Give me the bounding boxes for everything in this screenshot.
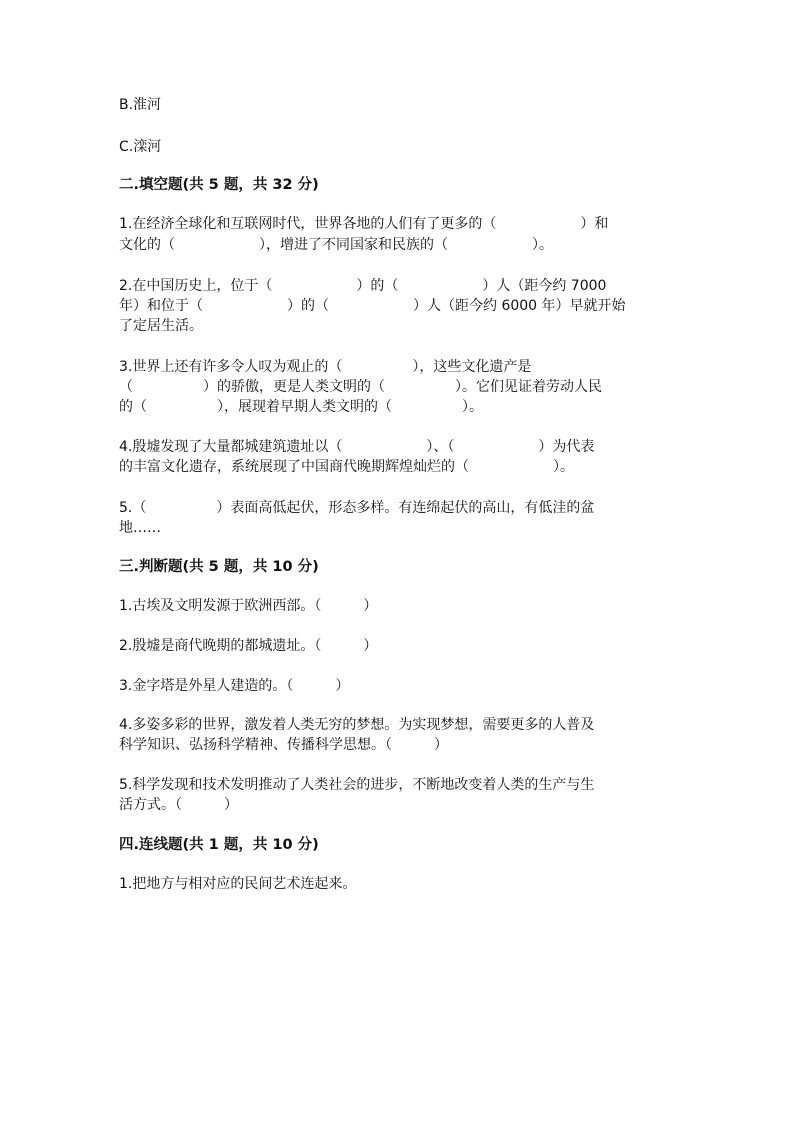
- section-2-heading: 二.填空题(共 5 题，共 32 分): [119, 177, 319, 193]
- judge-q1: 1.古埃及文明发源于欧洲西部。（ ）: [119, 598, 378, 614]
- judge-q4-line1: 4.多姿多彩的世界，激发着人类无穷的梦想。为实现梦想，需要更多的人普及: [119, 717, 595, 733]
- judge-q5-line1: 5.科学发现和技术发明推动了人类社会的进步，不断地改变着人类的生产与生: [119, 777, 595, 793]
- section-4-heading: 四.连线题(共 1 题，共 10 分): [119, 837, 319, 853]
- fill-q2-line2: 年）和位于（ ）的（ ）人（距今约 6000 年）早就开始: [119, 298, 626, 314]
- fill-q1-line2: 文化的（ ），增进了不同国家和民族的（ ）。: [119, 237, 553, 253]
- fill-q3-line1: 3.世界上还有许多令人叹为观止的（ ），这些文化遗产是: [119, 359, 532, 375]
- fill-q2-line3: 了定居生活。: [119, 318, 203, 334]
- fill-q1-line1: 1.在经济全球化和互联网时代，世界各地的人们有了更多的（ ）和: [119, 216, 609, 232]
- section-3-heading: 三.判断题(共 5 题，共 10 分): [119, 559, 319, 575]
- judge-q3: 3.金字塔是外星人建造的。（ ）: [119, 678, 350, 694]
- judge-q4-line2: 科学知识、弘扬科学精神、传播科学思想。（ ）: [119, 737, 448, 753]
- judge-q2: 2.殷墟是商代晚期的都城遗址。（ ）: [119, 638, 378, 654]
- judge-q5-line2: 活方式。（ ）: [119, 797, 238, 813]
- fill-q3-line2: （ ）的骄傲，更是人类文明的（ ）。它们见证着劳动人民: [119, 379, 602, 395]
- option-b: B.淮河: [119, 97, 162, 113]
- match-q1: 1.把地方与相对应的民间艺术连起来。: [119, 876, 357, 892]
- fill-q5-line2: 地……: [119, 520, 161, 536]
- fill-q3-line3: 的（ ），展现着早期人类文明的（ ）。: [119, 399, 483, 415]
- fill-q4-line1: 4.殷墟发现了大量都城建筑遗址以（ ）、（ ）为代表: [119, 439, 595, 455]
- fill-q2-line1: 2.在中国历史上，位于（ ）的（ ）人（距今约 7000: [119, 278, 607, 294]
- option-c: C.滦河: [119, 139, 162, 155]
- fill-q4-line2: 的丰富文化遗存，系统展现了中国商代晚期辉煌灿烂的（ ）。: [119, 459, 574, 475]
- fill-q5-line1: 5.（ ）表面高低起伏，形态多样。有连绵起伏的高山，有低洼的盆: [119, 500, 595, 516]
